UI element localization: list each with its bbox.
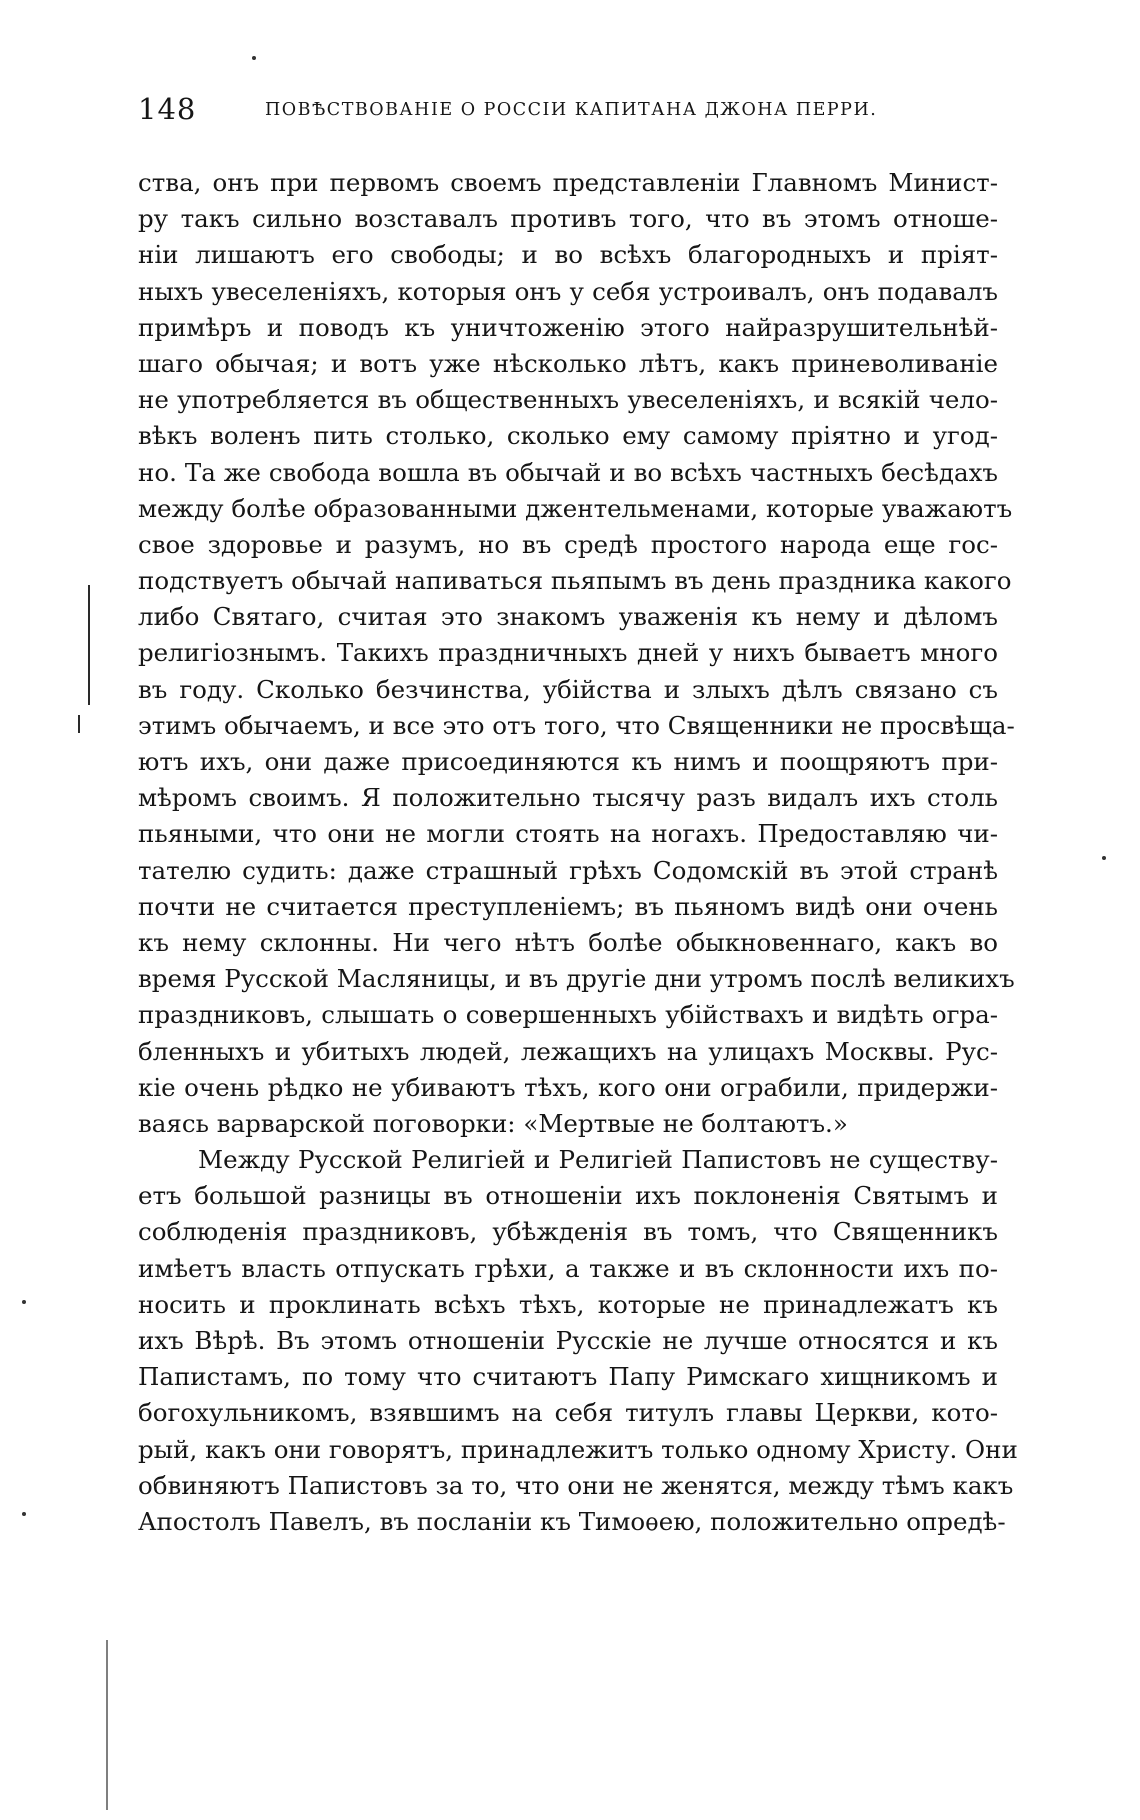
text-line: Папистамъ, по тому что считаютъ Папу Римскаго хищникомъ и xyxy=(138,1362,998,1392)
text-line: подствуетъ обычай напиваться пьяпымъ въ день праздника какого xyxy=(138,566,1012,596)
page-header xyxy=(138,92,1018,132)
text-line: ютъ ихъ, они даже присоединяются къ нимъ и поощряютъ при- xyxy=(138,747,998,776)
text-line: къ нему склонны. Ни чего нѣтъ болѣе обыкновеннаго, какъ во xyxy=(138,927,998,957)
text-line: ру такъ сильно возставалъ противъ того, что въ этомъ отноше- xyxy=(138,204,998,234)
text-line: этимъ обычаемъ, и все это отъ того, что Священники не просвѣща- xyxy=(138,710,1015,740)
text-line: но. Та же свобода вошла въ обычай и во всѣхъ частныхъ бесѣдахъ xyxy=(138,457,998,487)
text-line: кіе очень рѣдко не убиваютъ тѣхъ, кого они ограбили, придержи- xyxy=(138,1072,998,1102)
text-line: свое здоровье и разумъ, но въ средѣ простого народа еще гос- xyxy=(138,529,998,559)
text-line: ныхъ увеселеніяхъ, которыя онъ у себя устроивалъ, онъ подавалъ xyxy=(138,276,998,306)
text-line: етъ большой разницы въ отношеніи ихъ поклоненія Святымъ и xyxy=(138,1181,998,1211)
text-line: бленныхъ и убитыхъ людей, лежащихъ на улицахъ Москвы. Рус- xyxy=(138,1036,998,1066)
text-line: праздниковъ, слышать о совершенныхъ убійствахъ и видѣть огра- xyxy=(138,1000,998,1030)
text-line: шаго обычая; и вотъ уже нѣсколько лѣтъ, какъ приневоливаніе xyxy=(138,348,998,378)
text-line: вѣкъ воленъ пить столько, сколько ему самому пріятно и угод- xyxy=(138,421,998,451)
text-line: тателю судить: даже страшный грѣхъ Содомскій въ этой странѣ xyxy=(138,855,998,885)
speck xyxy=(252,56,256,60)
margin-pencil-line xyxy=(78,715,80,733)
text-line: ніи лишаютъ его свободы; и во всѣхъ благородныхъ и пріят- xyxy=(138,240,998,270)
text-line: ихъ Вѣрѣ. Въ этомъ отношеніи Русскіе не лучше относятся и къ xyxy=(138,1326,998,1355)
running-title: ПОВѢСТВОВАНІЕ О РОССІИ КАПИТАНА ДЖОНА ПЕРРИ. xyxy=(265,100,878,120)
paragraph-1 xyxy=(138,165,1015,1142)
text-line: соблюденія праздниковъ, убѣжденія въ томъ, что Священникъ xyxy=(138,1217,998,1247)
page-number: 148 xyxy=(138,92,197,126)
margin-pencil-line xyxy=(106,1640,108,1810)
speck xyxy=(22,1512,26,1516)
text-line: рый, какъ они говорятъ, принадлежитъ только одному Христу. Они xyxy=(138,1434,1018,1464)
margin-pencil-line xyxy=(88,585,90,705)
text-line: ства, онъ при первомъ своемъ представленіи Главномъ Минист- xyxy=(138,168,998,197)
text-line: обвиняютъ Папистовъ за то, что они не женятся, между тѣмъ какъ xyxy=(138,1470,1014,1500)
body-text xyxy=(138,165,1018,1540)
text-line: примѣръ и поводъ къ уничтоженію этого найразрушительнѣй- xyxy=(138,312,998,342)
text-line: Апостолъ Павелъ, въ посланіи къ Тимоѳею, положительно опредѣ- xyxy=(138,1506,1006,1536)
text-line: либо Святаго, считая это знакомъ уваженія къ нему и дѣломъ xyxy=(138,602,998,632)
text-line: время Русской Масляницы, и въ другіе дни утромъ послѣ великихъ xyxy=(138,964,1015,994)
text-line: мѣромъ своимъ. Я положительно тысячу разъ видалъ ихъ столь xyxy=(138,783,998,813)
paragraph-2 xyxy=(138,1142,1018,1540)
text-line: въ году. Сколько безчинства, убійства и злыхъ дѣлъ связано съ xyxy=(138,674,998,704)
text-line: между болѣе образованными джентельменами, которые уважаютъ xyxy=(138,493,1013,523)
text-line: Между Русской Религіей и Религіей Папистовъ не существу- xyxy=(198,1145,998,1175)
text-line: имѣетъ власть отпускать грѣхи, а также и въ склонности ихъ по- xyxy=(138,1253,998,1283)
text-line: ваясь варварской поговорки: «Мертвые не болтаютъ.» xyxy=(138,1108,848,1138)
speck xyxy=(1102,856,1106,860)
speck xyxy=(22,1300,26,1304)
text-line: пьяными, что они не могли стоять на ногахъ. Предоставляю чи- xyxy=(138,819,998,849)
text-line: носить и проклинать всѣхъ тѣхъ, которые не принадлежатъ къ xyxy=(138,1289,998,1319)
text-line: богохульникомъ, взявшимъ на себя титулъ главы Церкви, кото- xyxy=(138,1398,998,1428)
text-line: почти не считается преступленіемъ; въ пьяномъ видѣ они очень xyxy=(138,891,998,921)
text-line: религіознымъ. Такихъ праздничныхъ дней у нихъ бываетъ много xyxy=(138,638,998,668)
text-line: не употребляется въ общественныхъ увеселеніяхъ, и всякій чело- xyxy=(138,385,998,415)
